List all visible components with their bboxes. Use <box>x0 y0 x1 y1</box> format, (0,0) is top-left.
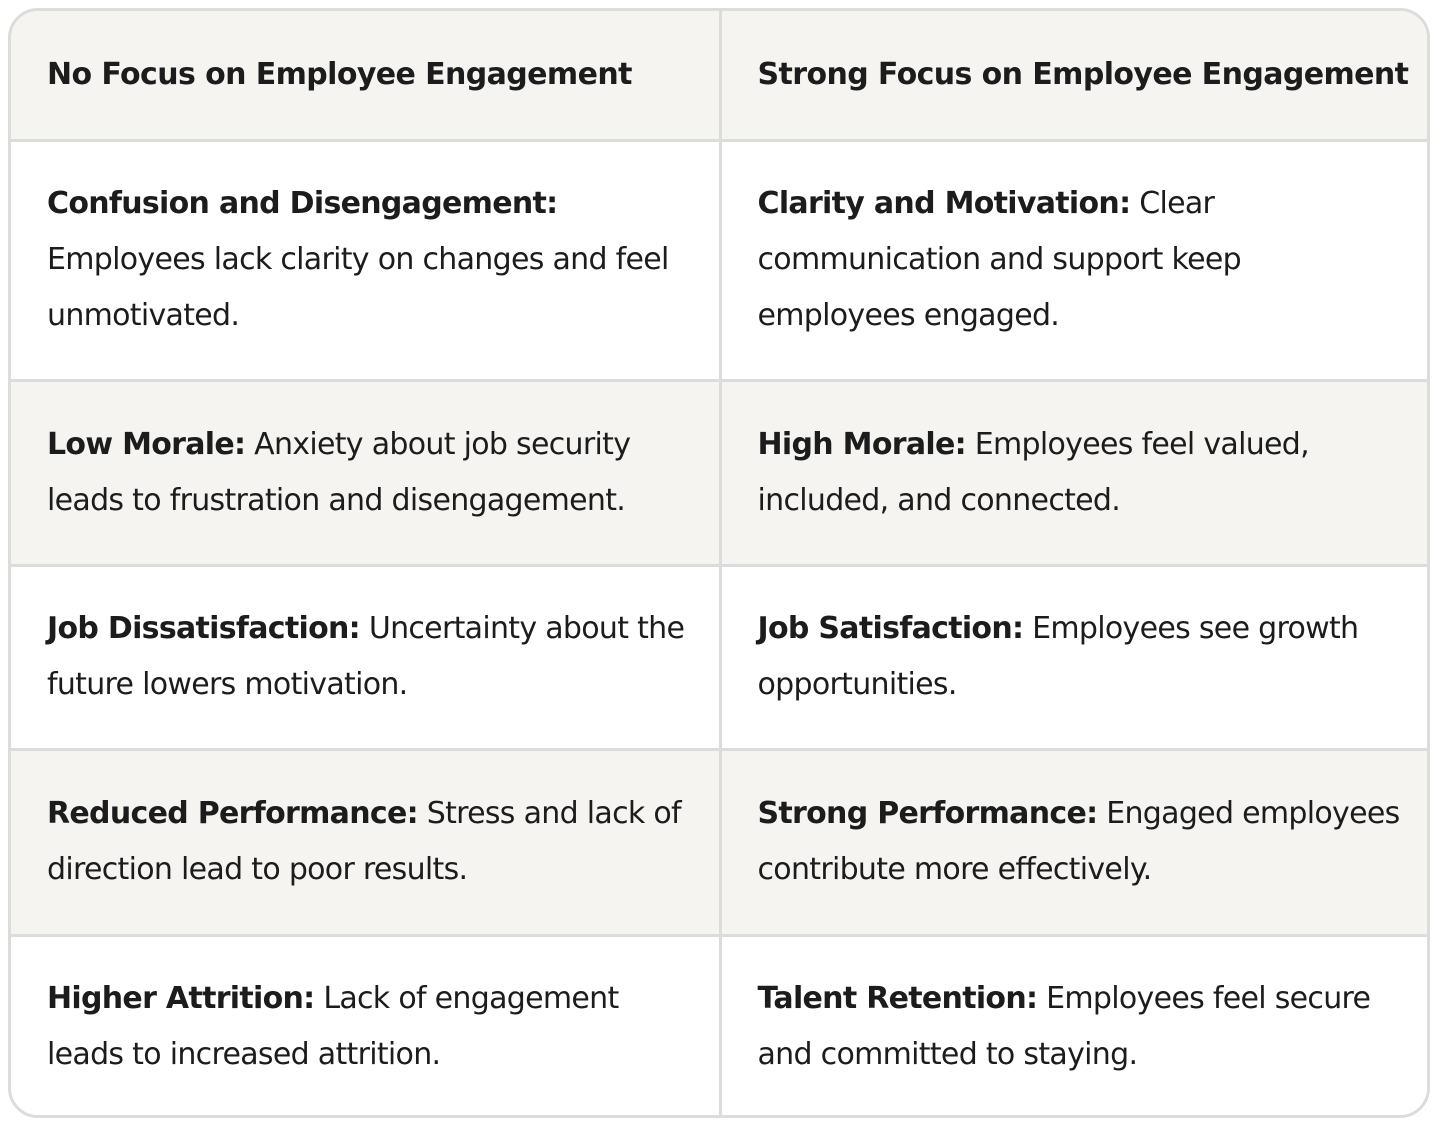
cell-description: Employees feel valued, included, and connected. <box>757 426 1309 518</box>
cell-term: Clarity and Motivation: <box>757 186 1131 221</box>
cell-term: Higher Attrition: <box>47 981 315 1017</box>
cell-term: Reduced Performance: <box>47 796 418 831</box>
comparison-table <box>11 11 1430 1118</box>
cell-description: Clear communication and support keep employees engaged. <box>757 186 1241 333</box>
cell-description: Employees see growth opportunities. <box>757 611 1359 702</box>
table-cell-no-focus <box>11 935 720 1118</box>
cell-term: Talent Retention: <box>757 981 1038 1017</box>
cell-description: Stress and lack of direction lead to poor results. <box>47 796 681 887</box>
table-row <box>11 380 1430 565</box>
cell-description: Lack of engagement leads to increased attrition. <box>47 981 619 1073</box>
cell-term: Job Dissatisfaction: <box>47 611 360 646</box>
cell-description: Uncertainty about the future lowers motivation. <box>47 611 685 702</box>
column-header-strong-focus: Strong Focus on Employee Engagement <box>720 11 1430 140</box>
cell-term: Strong Performance: <box>757 796 1098 831</box>
table-cell-strong-focus <box>720 935 1430 1118</box>
table-row <box>11 749 1430 935</box>
comparison-table-card <box>8 8 1430 1118</box>
table-row <box>11 565 1430 749</box>
cell-description: Anxiety about job security leads to frustration and disengagement. <box>47 426 631 518</box>
cell-term: High Morale: <box>757 426 966 462</box>
table-cell-no-focus <box>11 565 720 749</box>
table-row <box>11 935 1430 1118</box>
table-row <box>11 140 1430 380</box>
cell-description: Employees lack clarity on changes and feel unmotivated. <box>47 242 669 333</box>
cell-term: Confusion and Disengagement: <box>47 186 558 221</box>
table-cell-no-focus <box>11 749 720 935</box>
table-cell-strong-focus <box>720 380 1430 565</box>
cell-term: Job Satisfaction: <box>757 611 1024 646</box>
table-cell-strong-focus <box>720 565 1430 749</box>
table-cell-no-focus <box>11 140 720 380</box>
cell-description: Employees feel secure and committed to staying. <box>757 981 1371 1073</box>
table-cell-strong-focus <box>720 749 1430 935</box>
table-header-row <box>11 11 1430 140</box>
cell-term: Low Morale: <box>47 426 246 462</box>
column-header-no-focus: No Focus on Employee Engagement <box>11 11 720 140</box>
table-cell-no-focus <box>11 380 720 565</box>
table-cell-strong-focus <box>720 140 1430 380</box>
cell-description: Engaged employees contribute more effectively. <box>757 796 1400 887</box>
